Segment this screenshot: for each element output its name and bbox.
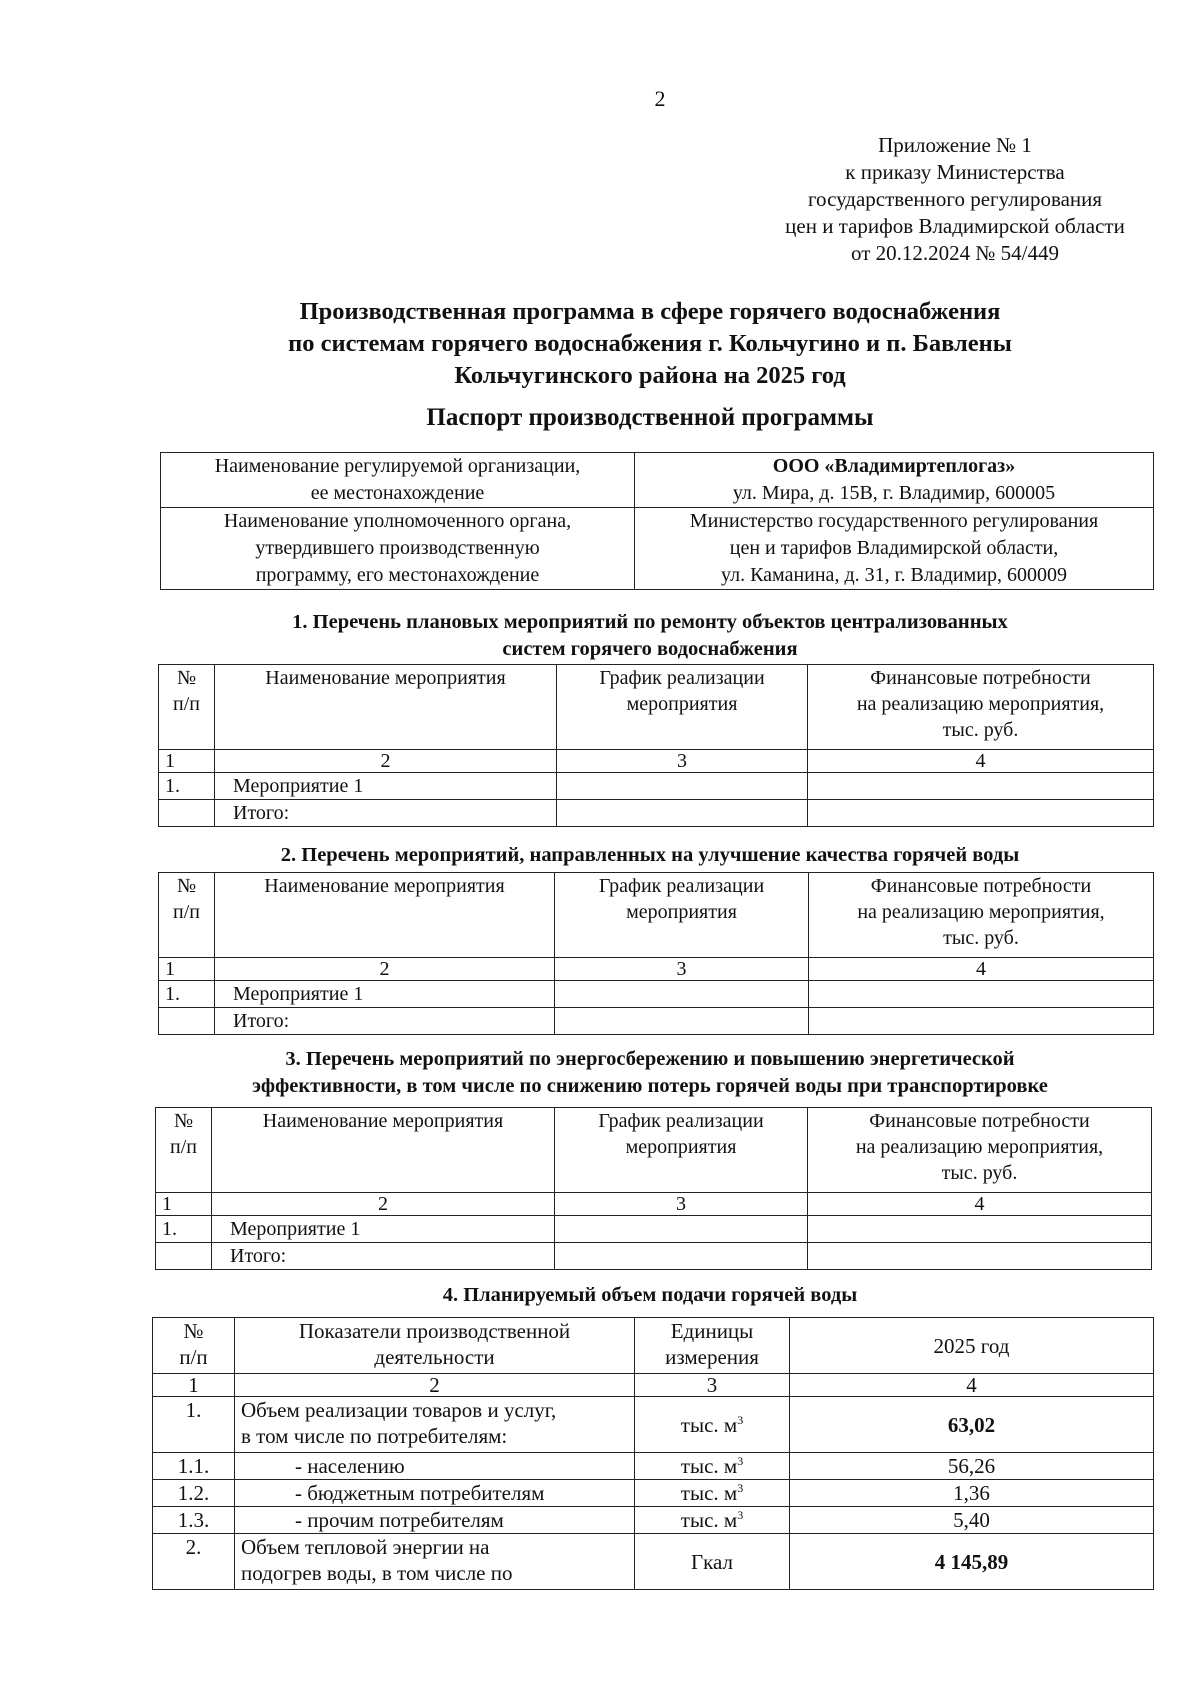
header-cell: 2025 год	[790, 1318, 1154, 1374]
table-cell: 3	[555, 958, 809, 981]
table-cell	[555, 1243, 808, 1270]
title-line: по системам горячего водоснабжения г. Кольчугино и п. Бавлены	[288, 330, 1012, 357]
table-row	[156, 1216, 1152, 1243]
table-cell: 1,36	[790, 1480, 1154, 1507]
table-cell: 1	[159, 750, 215, 773]
table-row	[161, 453, 1154, 508]
table-row	[159, 800, 1154, 827]
table-header-row	[153, 1318, 1154, 1374]
table-header-row	[159, 665, 1154, 750]
passport-table	[160, 452, 1154, 590]
table-cell: 3	[555, 1193, 808, 1216]
table-cell: 1.1.	[153, 1453, 235, 1480]
page-number: 2	[654, 86, 666, 111]
table-cell	[808, 1216, 1152, 1243]
document-title	[140, 296, 1160, 392]
title-line: Кольчугинского района на 2025 год	[454, 362, 846, 389]
table-cell: 1.3.	[153, 1507, 235, 1534]
section-1-table	[158, 664, 1154, 827]
table-cell: 2	[215, 750, 557, 773]
table-cell	[557, 773, 808, 800]
appendix-line: государственного регулирования	[807, 187, 1103, 211]
header-cell: Единицы измерения	[635, 1318, 790, 1374]
section-2-table	[158, 872, 1154, 1035]
title-line: Производственная программа в сфере горячего водоснабжения	[299, 298, 1001, 325]
header-cell: График реализации мероприятия	[557, 665, 808, 750]
table-cell: тыс. $м^3$	[635, 1507, 790, 1534]
table-cell: тыс. $м^3$	[635, 1480, 790, 1507]
column-numbers-row	[153, 1374, 1154, 1397]
table-cell: 1.	[156, 1216, 212, 1243]
table-cell	[555, 1008, 809, 1035]
table-cell	[809, 981, 1154, 1008]
table-cell: - прочим потребителям	[235, 1507, 635, 1534]
table-row	[159, 1008, 1154, 1035]
table-cell: тыс. $м^3$	[635, 1397, 790, 1453]
table-cell: Мероприятие 1	[215, 773, 557, 800]
section-1-title: 1. Перечень плановых мероприятий по ремонту объектов централизованных систем горячего водоснабжения	[292, 611, 1008, 660]
table-cell	[159, 800, 215, 827]
table-cell: 3	[635, 1374, 790, 1397]
table-cell: Мероприятие 1	[212, 1216, 555, 1243]
passport-title: Паспорт производственной программы	[426, 404, 874, 431]
table-cell: 4	[808, 750, 1154, 773]
table-cell	[555, 1216, 808, 1243]
table-cell: Объем реализации товаров и услуг, в том числе по потребителям:	[235, 1397, 635, 1453]
table-cell: Итого:	[212, 1243, 555, 1270]
header-cell: Наименование мероприятия	[212, 1108, 555, 1193]
table-cell: 1	[153, 1374, 235, 1397]
table-cell	[808, 800, 1154, 827]
table-row	[159, 981, 1154, 1008]
table-header-row	[156, 1108, 1152, 1193]
appendix-line: Приложение № 1	[878, 133, 1032, 157]
appendix-line: от 20.12.2024 № 54/449	[850, 241, 1060, 265]
appendix-line: к приказу Министерства	[845, 160, 1065, 184]
section-4-table	[152, 1317, 1154, 1590]
table-cell: 2.	[153, 1534, 235, 1590]
table-cell: 56,26	[790, 1453, 1154, 1480]
table-cell: - населению	[235, 1453, 635, 1480]
table-cell: 2	[212, 1193, 555, 1216]
table-cell: Гкал	[635, 1534, 790, 1590]
table-cell: тыс. $м^3$	[635, 1453, 790, 1480]
table-row	[159, 773, 1154, 800]
table-cell: Итого:	[215, 1008, 555, 1035]
header-cell: Наименование мероприятия	[215, 873, 555, 958]
table-cell: 4	[790, 1374, 1154, 1397]
table-cell	[808, 773, 1154, 800]
table-cell: 4	[808, 1193, 1152, 1216]
table-cell	[635, 453, 1154, 508]
table-cell: 4	[809, 958, 1154, 981]
org-name: ООО «Владимиртеплогаз»	[772, 455, 1016, 477]
header-cell: Финансовые потребности на реализацию мероприятия, тыс. руб.	[808, 1108, 1152, 1193]
table-cell	[156, 1243, 212, 1270]
header-cell: График реализации мероприятия	[555, 873, 809, 958]
table-cell: 5,40	[790, 1507, 1154, 1534]
header-cell: № п/п	[159, 665, 215, 750]
table-cell: - бюджетным потребителям	[235, 1480, 635, 1507]
header-cell: № п/п	[159, 873, 215, 958]
table-cell: 1.	[153, 1397, 235, 1453]
table-cell: Итого:	[215, 800, 557, 827]
table-cell	[809, 1008, 1154, 1035]
section-4-title: 4. Планируемый объем подачи горячей воды	[442, 1284, 858, 1306]
column-numbers-row	[159, 958, 1154, 981]
table-cell	[555, 981, 809, 1008]
table-cell: 1	[159, 958, 215, 981]
table-cell: 1	[156, 1193, 212, 1216]
appendix-line: цен и тарифов Владимирской области	[785, 214, 1125, 238]
table-cell: 1.2.	[153, 1480, 235, 1507]
table-cell: 3	[557, 750, 808, 773]
section-2-title: 2. Перечень мероприятий, направленных на улучшение качества горячей воды	[280, 844, 1020, 866]
header-cell: Наименование мероприятия	[215, 665, 557, 750]
table-row	[156, 1243, 1152, 1270]
table-row	[153, 1397, 1154, 1453]
table-row	[153, 1480, 1154, 1507]
appendix-header	[720, 132, 1190, 267]
table-cell	[557, 800, 808, 827]
table-cell	[808, 1243, 1152, 1270]
section-3-table	[155, 1107, 1152, 1270]
column-numbers-row	[156, 1193, 1152, 1216]
table-cell: 63,02	[790, 1397, 1154, 1453]
table-cell: 4 145,89	[790, 1534, 1154, 1590]
header-cell: № п/п	[153, 1318, 235, 1374]
table-cell: Наименование уполномоченного органа, утвердившего производственную программу, его местонахождение	[161, 508, 635, 590]
table-row	[153, 1534, 1154, 1590]
table-cell: 2	[215, 958, 555, 981]
header-cell: График реализации мероприятия	[555, 1108, 808, 1193]
table-row	[153, 1507, 1154, 1534]
table-cell: Объем тепловой энергии на подогрев воды, в том числе по	[235, 1534, 635, 1590]
header-cell: Финансовые потребности на реализацию мероприятия, тыс. руб.	[809, 873, 1154, 958]
table-cell: Мероприятие 1	[215, 981, 555, 1008]
section-3-title: 3. Перечень мероприятий по энергосбережению и повышению энергетической эффективности, в том числе по снижению потерь горячей воды при транспортировке	[252, 1048, 1048, 1097]
column-numbers-row	[159, 750, 1154, 773]
table-row	[153, 1453, 1154, 1480]
table-cell	[159, 1008, 215, 1035]
table-cell: 2	[235, 1374, 635, 1397]
table-cell: Министерство государственного регулирования цен и тарифов Владимирской области, ул. Каманина, д. 31, г. Владимир, 600009	[635, 508, 1154, 590]
table-cell: Наименование регулируемой организации, ее местонахождение	[161, 453, 635, 508]
table-cell: 1.	[159, 981, 215, 1008]
org-address: ул. Мира, д. 15В, г. Владимир, 600005	[732, 482, 1056, 504]
table-row	[161, 508, 1154, 590]
header-cell: Финансовые потребности на реализацию мероприятия, тыс. руб.	[808, 665, 1154, 750]
header-cell: Показатели производственной деятельности	[235, 1318, 635, 1374]
table-header-row	[159, 873, 1154, 958]
header-cell: № п/п	[156, 1108, 212, 1193]
table-cell: 1.	[159, 773, 215, 800]
